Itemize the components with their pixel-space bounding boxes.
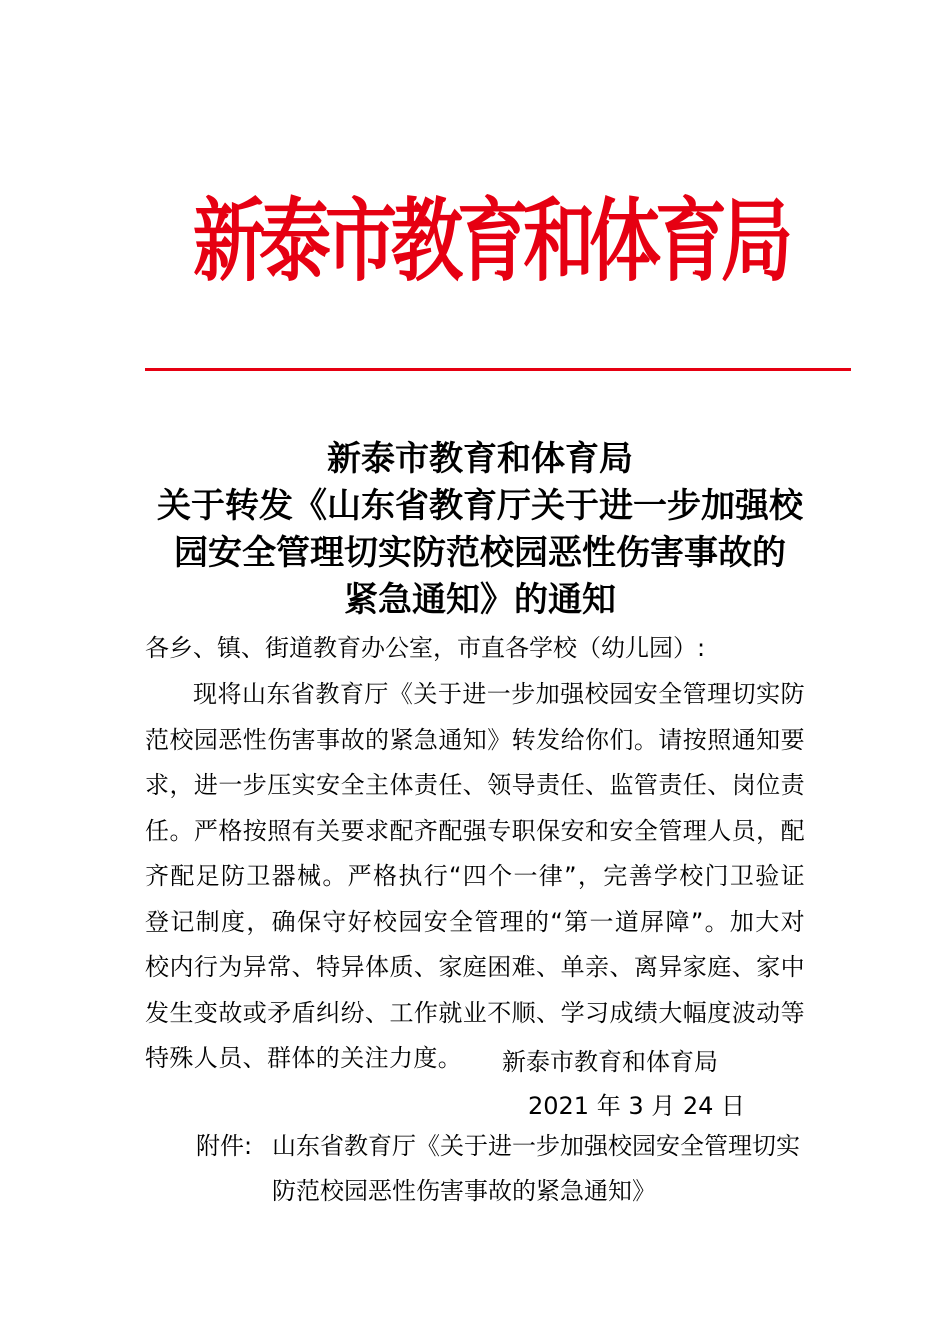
notice-title-line-3: 园安全管理切实防范校园恶性伤害事故的 <box>174 533 786 573</box>
notice-title-line-2: 关于转发《山东省教育厅关于进一步加强校 <box>157 486 803 526</box>
notice-title-line-1: 新泰市教育和体育局 <box>327 439 633 479</box>
red-divider-line <box>145 368 851 371</box>
attachment-text: 山东省教育厅《关于进一步加强校园安全管理切实防范校园恶性伤害事故的紧急通知》 <box>272 1132 800 1205</box>
signer: 新泰市教育和体育局 <box>502 1048 718 1076</box>
issue-date: 2021 年 3 月 24 日 <box>528 1092 746 1120</box>
salutation: 各乡、镇、街道教育办公室，市直各学校（幼儿园）: <box>145 634 706 662</box>
notice-title-line-4: 紧急通知》的通知 <box>344 580 616 620</box>
masthead-org-name: 新泰市教育和体育局 <box>192 186 787 293</box>
attachment-label: 附件: <box>196 1132 253 1160</box>
body-paragraph: 现将山东省教育厅《关于进一步加强校园安全管理切实防范校园恶性伤害事故的紧急通知》转发给你们。请按照通知要求，进一步压实安全主体责任、领导责任、监管责任、岗位责任。严格按照有关要求配齐配强专职保安和安全管理人员，配齐配足防卫器械。严格执行“四个一律”，完善学校门卫验证登记制度，确保守好校园安全管理的“第一道屏障”。加大对校内行为异常、特异体质、家庭困难、单亲、离异家庭、家中发生变故或矛盾纠纷、工作就业不顺、学习成绩大幅度波动等特殊人员、群体的关注力度。 <box>145 680 805 1072</box>
